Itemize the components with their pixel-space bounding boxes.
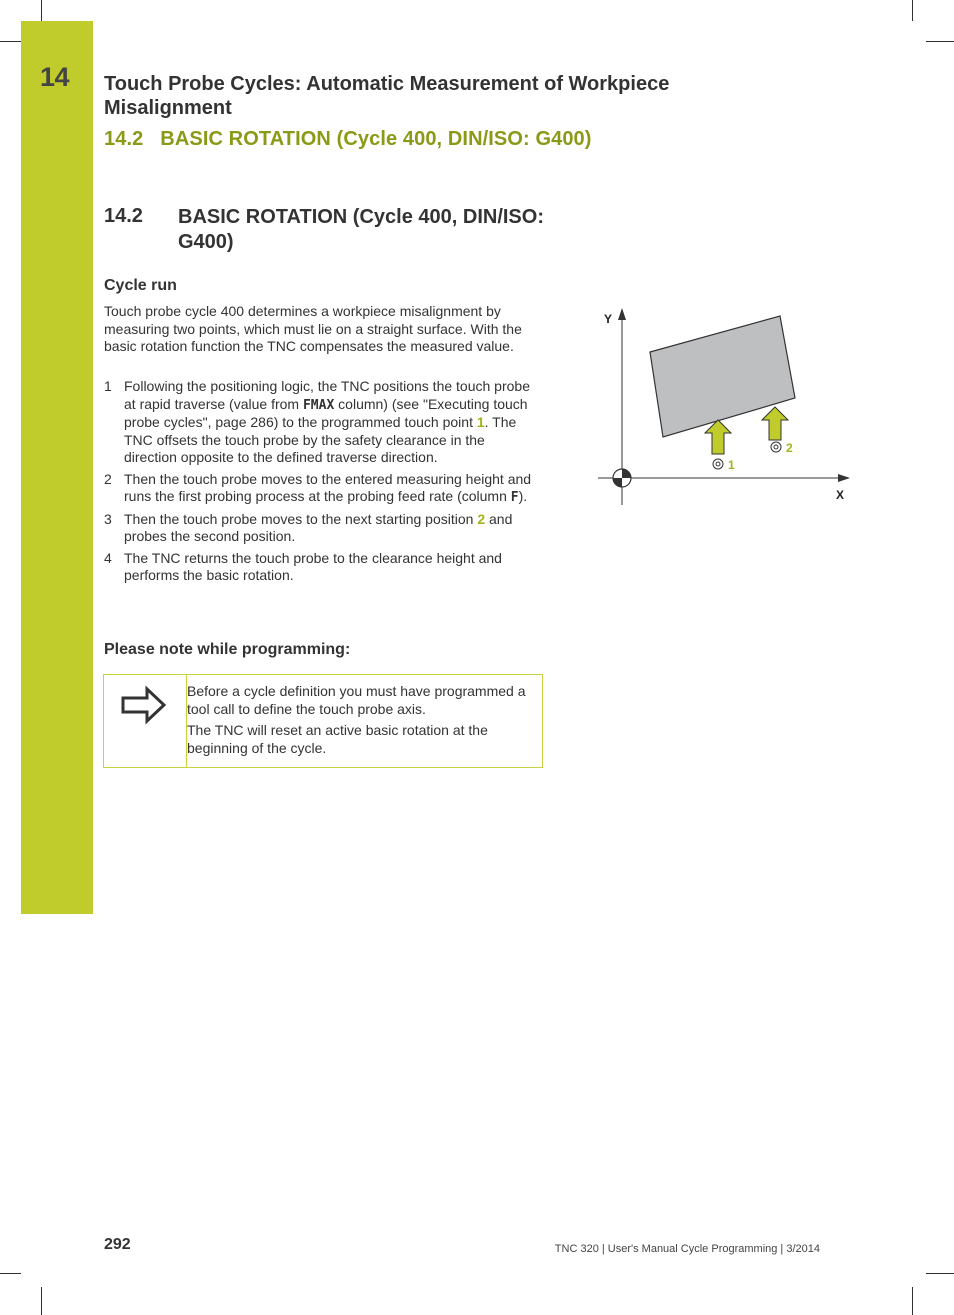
programming-note-box: [103, 674, 543, 768]
touch-point-2-icon: [771, 442, 781, 452]
crop-mark: [0, 1273, 21, 1274]
crop-mark: [912, 1287, 913, 1315]
origin-symbol: [613, 469, 631, 487]
note-text: [187, 683, 537, 761]
probe-arrow-1: [705, 420, 731, 454]
point-label-2: 2: [786, 441, 793, 455]
footer-info: TNC 320 | User's Manual Cycle Programming | 3/2014: [554, 1243, 820, 1255]
crop-mark: [912, 0, 913, 21]
note-paragraph: Before a cycle definition you must have programmed a tool call to define the touch probe axis.: [187, 683, 526, 717]
x-axis-label: X: [836, 488, 845, 502]
list-item: 1 Following the positioning logic, the TNC positions the touch probe at rapid traverse (value from FMAX column) (see "Executing touch probe cycles", page 286) to the programmed touch point 1. The TNC offsets the touch probe by the safety clearance in the direction opposite to the defined traverse direction.: [104, 378, 530, 465]
note-paragraph: The TNC will reset an active basic rotation at the beginning of the cycle.: [187, 722, 488, 756]
arrow-right-icon: [120, 685, 170, 725]
cycle-steps-list: [104, 378, 540, 589]
list-item: 3 Then the touch probe moves to the next starting position 2 and probes the second position.: [104, 510, 513, 544]
crop-mark: [926, 41, 954, 42]
crop-mark: [0, 41, 21, 42]
programming-note-heading: Please note while programming:: [104, 641, 351, 658]
chapter-number: 14: [40, 62, 70, 92]
step-number: 1: [104, 378, 112, 394]
probe-arrow-2: [762, 407, 788, 440]
cycle-run-intro: Touch probe cycle 400 determines a workpiece misalignment by measuring two points, which must lie on a straight surface. With the basic rotation function the TNC compensates the measured value.: [104, 303, 522, 354]
touch-point-1-icon: [713, 459, 723, 469]
section-number: 14.2: [104, 205, 143, 227]
x-axis-arrow: [838, 474, 850, 482]
step-number: 4: [104, 549, 112, 566]
y-axis-label: Y: [604, 312, 613, 326]
note-icon-cell: [104, 675, 187, 767]
chapter-tab: [21, 21, 93, 914]
fmax-code: FMAX: [302, 397, 335, 413]
point-label-1: 1: [728, 458, 735, 472]
f-code: F: [510, 490, 519, 505]
chapter-title: Touch Probe Cycles: Automatic Measurement of Workpiece Misalignment: [104, 73, 670, 119]
point-ref-1: 1: [476, 414, 485, 430]
section-title: BASIC ROTATION (Cycle 400, DIN/ISO: G400): [178, 206, 544, 253]
point-ref-2: 2: [477, 510, 486, 527]
crop-mark: [41, 1287, 42, 1315]
page-number: 292: [104, 1236, 131, 1253]
step-number: 2: [104, 470, 112, 487]
cycle-run-heading: Cycle run: [104, 277, 177, 294]
basic-rotation-diagram: [590, 300, 860, 510]
crop-mark: [41, 0, 42, 21]
crop-mark: [926, 1273, 954, 1274]
running-section-header: 14.2 BASIC ROTATION (Cycle 400, DIN/ISO: G400): [104, 128, 592, 150]
y-axis-arrow: [618, 308, 626, 320]
list-item: 2 Then the touch probe moves to the entered measuring height and runs the first probing process at the probing feed rate (column F).: [104, 470, 532, 505]
step-number: 3: [104, 510, 112, 527]
list-item: 4 The TNC returns the touch probe to the clearance height and performs the basic rotation.: [104, 549, 502, 583]
